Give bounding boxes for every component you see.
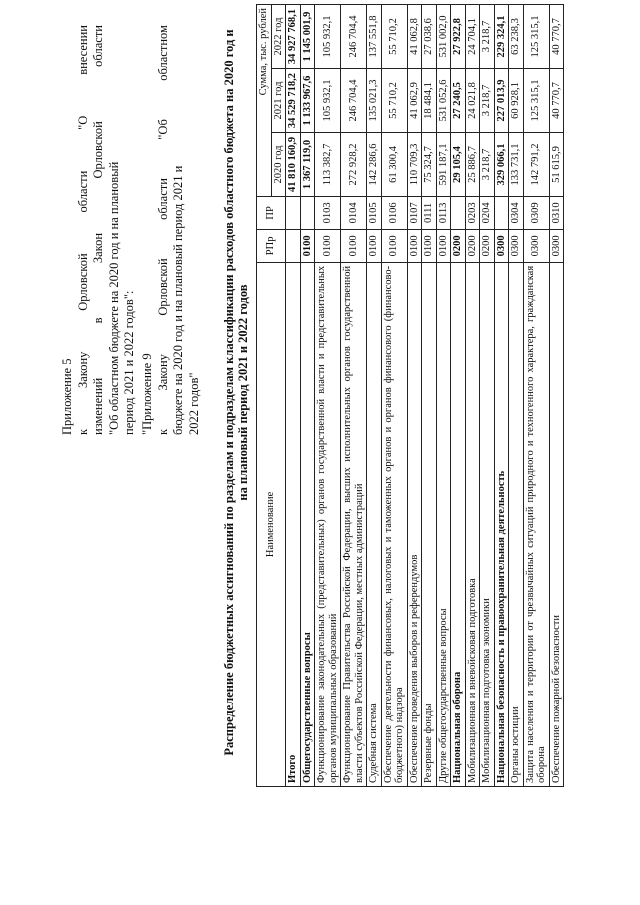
title-line-1: Распределение бюджетных ассигнований по разделам и подразделам классификации расходов областного бюджета на 2020 год и xyxy=(222,29,236,756)
cell-name: Судебная система xyxy=(367,262,382,786)
table-row xyxy=(315,5,341,787)
cell-pr xyxy=(300,196,315,229)
cell-2020: 3 218,7 xyxy=(480,132,495,196)
cell-2021: 246 704,4 xyxy=(341,69,367,133)
table-row xyxy=(300,5,315,787)
cell-pr: 0309 xyxy=(523,196,549,229)
annex-5-header xyxy=(60,25,138,435)
cell-2022: 24 704,1 xyxy=(465,5,480,69)
cell-2022: 41 062,8 xyxy=(407,5,422,69)
annex-justified-line xyxy=(156,25,172,435)
cell-rpr: 0100 xyxy=(422,229,437,262)
cell-name: Обеспечение деятельности финансовых, налоговых и таможенных органов и органов финансового (финансово-бюджетного) надзора xyxy=(381,262,407,786)
table-row xyxy=(451,5,466,787)
cell-pr: 0310 xyxy=(549,196,564,229)
cell-2020: 29 105,4 xyxy=(451,132,466,196)
cell-pr xyxy=(286,196,301,229)
cell-pr: 0104 xyxy=(341,196,367,229)
cell-pr xyxy=(494,196,509,229)
word: к xyxy=(75,428,90,435)
word: Орловской xyxy=(155,258,170,316)
table-row xyxy=(480,5,495,787)
cell-2020: 41 810 160,9 xyxy=(286,132,301,196)
annex-line: Приложение 5 xyxy=(60,358,74,435)
cell-2020: 142 286,6 xyxy=(367,132,382,196)
header-pr: ПР xyxy=(257,196,286,229)
cell-pr xyxy=(451,196,466,229)
cell-2022: 229 324,1 xyxy=(494,5,509,69)
cell-pr: 0106 xyxy=(381,196,407,229)
cell-2022: 34 927 768,1 xyxy=(286,5,301,69)
annex-9-header xyxy=(140,25,202,435)
table-header-row xyxy=(257,5,272,787)
cell-2022: 55 710,2 xyxy=(381,5,407,69)
annex-line: период 2021 и 2022 годов": xyxy=(122,290,136,435)
cell-2022: 27 922,8 xyxy=(451,5,466,69)
cell-2021: 125 315,1 xyxy=(523,69,549,133)
cell-rpr: 0200 xyxy=(465,229,480,262)
cell-2022: 3 218,7 xyxy=(480,5,495,69)
header-name: Наименование xyxy=(257,262,286,786)
cell-name: Национальная безопасность и правоохранительная деятельность xyxy=(494,262,509,786)
cell-rpr: 0300 xyxy=(549,229,564,262)
cell-rpr xyxy=(286,229,301,262)
cell-2021: 1 133 967,6 xyxy=(300,69,315,133)
cell-2022: 246 704,4 xyxy=(341,5,367,69)
cell-pr: 0204 xyxy=(480,196,495,229)
cell-name: Мобилизационная подготовка экономики xyxy=(480,262,495,786)
cell-2020: 133 731,1 xyxy=(509,132,524,196)
cell-rpr: 0100 xyxy=(341,229,367,262)
cell-pr: 0111 xyxy=(422,196,437,229)
cell-name: Национальная оборона xyxy=(451,262,466,786)
table-row xyxy=(381,5,407,787)
cell-2021: 41 062,9 xyxy=(407,69,422,133)
cell-2020: 329 066,1 xyxy=(494,132,509,196)
cell-name: Функционирование законодательных (представительных) органов государственной власти и представительных органов муниципальных образований xyxy=(315,262,341,786)
header-rpr: РПр xyxy=(257,229,286,262)
word: изменений xyxy=(91,377,105,435)
cell-2020: 591 187,1 xyxy=(436,132,451,196)
cell-rpr: 0300 xyxy=(523,229,549,262)
word: "О xyxy=(75,115,90,130)
table-body xyxy=(286,5,564,787)
word: Орловской xyxy=(75,253,90,311)
cell-rpr: 0200 xyxy=(480,229,495,262)
cell-2021: 40 770,7 xyxy=(549,69,564,133)
document-title xyxy=(222,5,250,780)
cell-rpr: 0100 xyxy=(300,229,315,262)
header-sum-units: Сумма, тыс. рублей xyxy=(257,5,272,197)
table-row xyxy=(341,5,367,787)
cell-2021: 18 484,1 xyxy=(422,69,437,133)
cell-2022: 1 145 001,9 xyxy=(300,5,315,69)
cell-2021: 27 240,5 xyxy=(451,69,466,133)
cell-2021: 24 021,8 xyxy=(465,69,480,133)
table-row xyxy=(549,5,564,787)
cell-2021: 34 529 718,2 xyxy=(286,69,301,133)
cell-rpr: 0100 xyxy=(315,229,341,262)
cell-name: Обеспечение проведения выборов и референдумов xyxy=(407,262,422,786)
cell-name: Защита населения и территории от чрезвычайных ситуаций природного и техногенного характера, гражданская оборона xyxy=(523,262,549,786)
cell-2021: 60 928,1 xyxy=(509,69,524,133)
table-row xyxy=(407,5,422,787)
cell-2022: 27 038,6 xyxy=(422,5,437,69)
word: Закону xyxy=(155,354,170,391)
table-row xyxy=(494,5,509,787)
cell-name: Органы юстиции xyxy=(509,262,524,786)
cell-2020: 61 300,4 xyxy=(381,132,407,196)
word: Закону xyxy=(75,351,90,389)
cell-2020: 75 324,7 xyxy=(422,132,437,196)
cell-2021: 55 710,2 xyxy=(381,69,407,133)
cell-rpr: 0100 xyxy=(381,229,407,262)
cell-name: Мобилизационная и вневойсковая подготовка xyxy=(465,262,480,786)
table-row xyxy=(523,5,549,787)
word: к xyxy=(155,428,170,435)
annex-line: бюджете на 2020 год и на плановый период 2021 и xyxy=(171,165,185,435)
cell-name: Функционирование Правительства Российской Федерации, высших исполнительных органов государственной власти субъектов Российской Федерации, местных администраций xyxy=(341,262,367,786)
cell-2020: 51 615,9 xyxy=(549,132,564,196)
annex-line: "Приложение 9 xyxy=(140,353,154,435)
annex-line: "Об областном бюджете на 2020 год и на плановый xyxy=(106,161,121,435)
table-row xyxy=(367,5,382,787)
cell-2021: 227 013,9 xyxy=(494,69,509,133)
word: "Об xyxy=(155,119,170,140)
cell-2020: 272 928,2 xyxy=(341,132,367,196)
cell-2020: 142 791,2 xyxy=(523,132,549,196)
word: области xyxy=(91,25,105,67)
table-row xyxy=(436,5,451,787)
cell-pr: 0105 xyxy=(367,196,382,229)
cell-2021: 531 052,6 xyxy=(436,69,451,133)
cell-2020: 113 382,7 xyxy=(315,132,341,196)
annex-line: 2022 годов" xyxy=(186,372,201,435)
table-row xyxy=(465,5,480,787)
word: Орловской xyxy=(91,121,105,179)
cell-name: Другие общегосударственные вопросы xyxy=(436,262,451,786)
cell-pr: 0107 xyxy=(407,196,422,229)
cell-2022: 105 932,1 xyxy=(315,5,341,69)
cell-2021: 105 932,1 xyxy=(315,69,341,133)
cell-name: Обеспечение пожарной безопасности xyxy=(549,262,564,786)
cell-pr: 0103 xyxy=(315,196,341,229)
cell-rpr: 0200 xyxy=(451,229,466,262)
word: области xyxy=(75,170,90,213)
annex-justified-line xyxy=(76,25,92,435)
cell-rpr: 0100 xyxy=(436,229,451,262)
cell-2020: 1 367 119,0 xyxy=(300,132,315,196)
cell-rpr: 0100 xyxy=(367,229,382,262)
cell-name: Общегосударственные вопросы xyxy=(300,262,315,786)
cell-pr: 0304 xyxy=(509,196,524,229)
title-line-2: на плановый период 2021 и 2022 годов xyxy=(236,284,250,501)
cell-2022: 40 770,7 xyxy=(549,5,564,69)
cell-2020: 110 709,3 xyxy=(407,132,422,196)
cell-2021: 3 218,7 xyxy=(480,69,495,133)
cell-2021: 135 021,3 xyxy=(367,69,382,133)
word: областном xyxy=(155,25,170,81)
cell-pr: 0203 xyxy=(465,196,480,229)
table-row xyxy=(422,5,437,787)
word: области xyxy=(155,178,170,220)
table-row xyxy=(509,5,524,787)
cell-2022: 137 551,8 xyxy=(367,5,382,69)
cell-pr: 0113 xyxy=(436,196,451,229)
word: Закон xyxy=(91,232,105,264)
cell-2022: 125 315,1 xyxy=(523,5,549,69)
annex-justified-line xyxy=(91,25,107,435)
cell-rpr: 0300 xyxy=(509,229,524,262)
cell-2020: 25 886,7 xyxy=(465,132,480,196)
cell-2022: 63 238,3 xyxy=(509,5,524,69)
header-year-2020: 2020 год xyxy=(271,132,286,196)
budget-table xyxy=(256,4,564,787)
header-year-2022: 2022 год xyxy=(271,5,286,69)
table-row xyxy=(286,5,301,787)
cell-rpr: 0300 xyxy=(494,229,509,262)
cell-name: Резервные фонды xyxy=(422,262,437,786)
cell-rpr: 0100 xyxy=(407,229,422,262)
word: внесении xyxy=(75,25,90,75)
header-year-2021: 2021 год xyxy=(271,69,286,133)
cell-2022: 531 002,0 xyxy=(436,5,451,69)
cell-name: Итого xyxy=(286,262,301,786)
word: в xyxy=(91,317,105,324)
